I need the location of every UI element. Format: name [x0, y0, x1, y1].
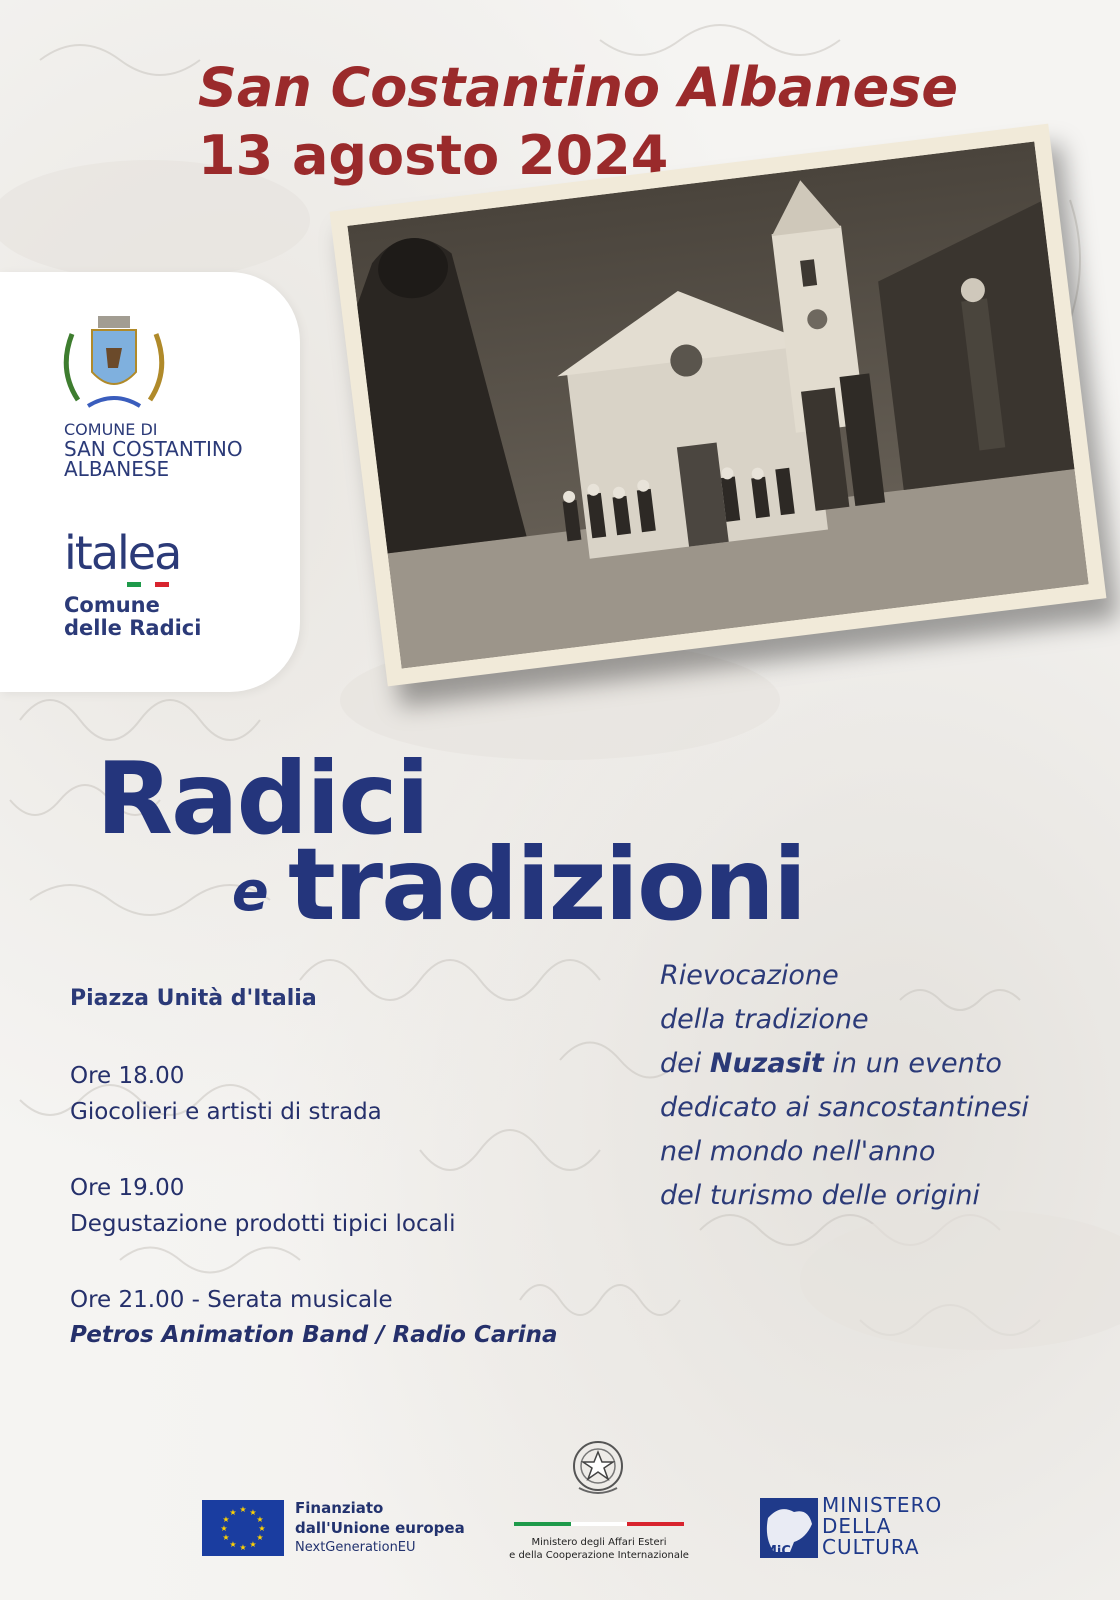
svg-text:★: ★	[239, 1543, 247, 1552]
svg-text:★: ★	[249, 1540, 257, 1549]
svg-text:★: ★	[239, 1505, 247, 1514]
eu-flag-icon	[202, 1500, 284, 1556]
event-description	[660, 954, 1029, 1218]
nuzasit-highlight: Nuzasit	[709, 1048, 824, 1079]
logo-card	[0, 272, 300, 692]
eu-line-2: dall'Unione europea	[295, 1519, 465, 1537]
svg-text:★: ★	[256, 1533, 264, 1542]
location-heading: San Costantino Albanese	[198, 56, 959, 119]
svg-text:★: ★	[258, 1524, 266, 1533]
svg-text:★: ★	[249, 1508, 257, 1517]
date-heading: 13 agosto 2024	[198, 124, 669, 187]
svg-text:★: ★	[256, 1515, 264, 1524]
mic-label: MINISTERO DELLA CULTURA	[822, 1493, 943, 1559]
maeci-flag-bar	[514, 1522, 684, 1526]
italian-flag-bar	[127, 582, 169, 587]
svg-text:★: ★	[229, 1508, 237, 1517]
comune-name: SAN COSTANTINO ALBANESE	[64, 437, 243, 481]
italea-subtitle: Comune delle Radici	[64, 593, 202, 640]
event-activity-2: Degustazione prodotti tipici locali	[70, 1211, 456, 1237]
event-time-2: Ore 19.00	[70, 1175, 185, 1201]
description-line-3-pre: dei	[660, 1048, 710, 1079]
italian-republic-emblem-icon	[567, 1436, 629, 1500]
description-line-3	[660, 1042, 1029, 1086]
coat-of-arms-icon	[58, 310, 170, 420]
event-place: Piazza Unità d'Italia	[70, 986, 317, 1011]
event-activity-3: Petros Animation Band / Radio Carina	[70, 1322, 558, 1348]
description-line-6: del turismo delle origini	[660, 1180, 980, 1211]
svg-text:★: ★	[222, 1515, 230, 1524]
svg-text:★: ★	[222, 1533, 230, 1542]
description-line-4: dedicato ai sancostantinesi	[660, 1092, 1029, 1123]
description-line-1: Rievocazione	[660, 960, 839, 991]
title-connector: e	[232, 860, 269, 923]
italea-logo: italea	[64, 526, 181, 580]
mic-logo-icon	[760, 1498, 818, 1558]
svg-text:★: ★	[229, 1540, 237, 1549]
eu-funding-text	[295, 1498, 465, 1558]
event-time-3: Ore 21.00 - Serata musicale	[70, 1287, 393, 1313]
maeci-label: Ministero degli Affari Esteri e della Cooperazione Internazionale	[509, 1537, 689, 1561]
comune-label: COMUNE DI	[64, 420, 158, 439]
description-line-3-post: in un evento	[823, 1048, 1002, 1079]
description-line-5: nel mondo nell'anno	[660, 1136, 936, 1167]
title-radici: Radici	[96, 740, 428, 857]
church-photo-image	[347, 141, 1088, 668]
event-time-1: Ore 18.00	[70, 1063, 185, 1089]
description-line-2: della tradizione	[660, 1004, 869, 1035]
eu-line-3: NextGenerationEU	[295, 1540, 416, 1555]
svg-text:★: ★	[220, 1524, 228, 1533]
event-activity-1: Giocolieri e artisti di strada	[70, 1099, 382, 1125]
mic-mark-text: MiC	[764, 1544, 791, 1558]
eu-line-1: Finanziato	[295, 1499, 384, 1517]
vintage-church-photo	[330, 124, 1107, 687]
title-tradizioni: tradizioni	[288, 826, 806, 943]
